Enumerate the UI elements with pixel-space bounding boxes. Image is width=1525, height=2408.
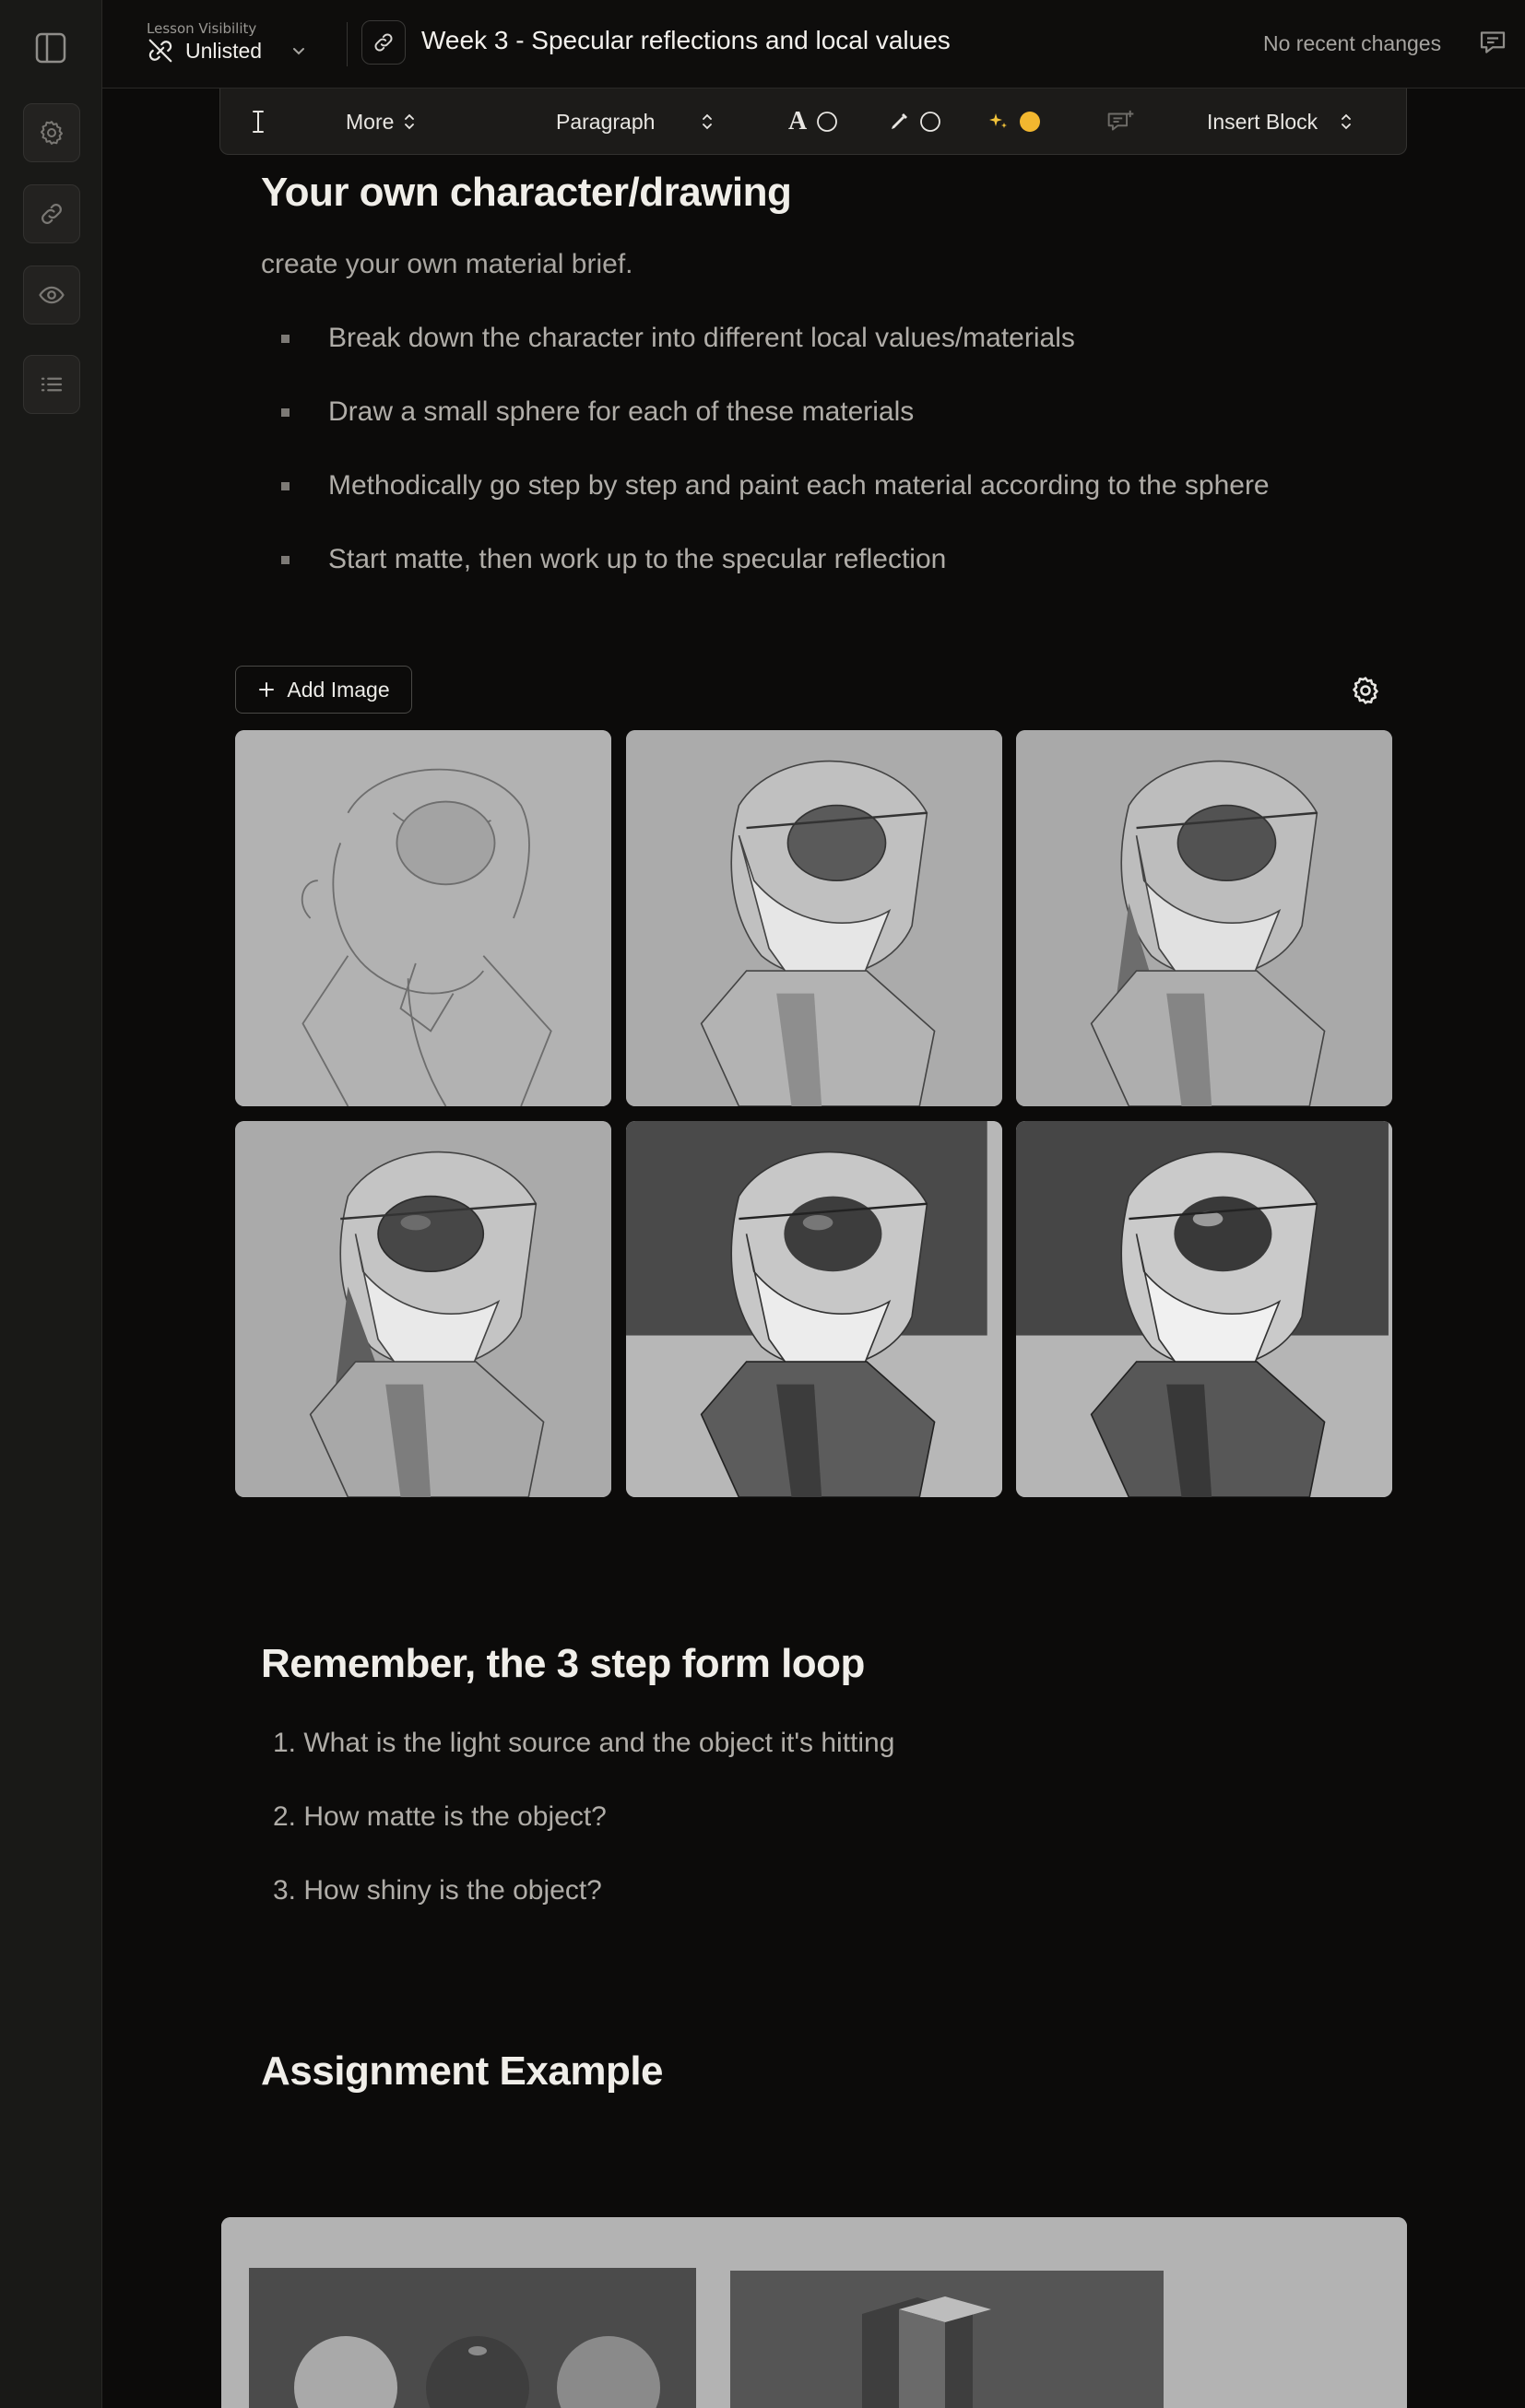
- comment-icon: [1476, 26, 1509, 59]
- color-swatch-icon: [1019, 111, 1041, 133]
- top-bar: [102, 0, 1525, 89]
- bullet-marker: [281, 335, 290, 343]
- eye-icon: [38, 281, 65, 309]
- list-item[interactable]: 1. What is the light source and the object it's hitting: [273, 1728, 895, 1758]
- color-swatch-icon: [816, 111, 838, 133]
- more-dropdown[interactable]: [346, 89, 416, 155]
- chevron-updown-icon: [701, 112, 714, 132]
- bullet-marker: [281, 482, 290, 490]
- list-item[interactable]: 3. How shiny is the object?: [273, 1875, 602, 1906]
- sidebar-toggle-icon[interactable]: [34, 31, 71, 65]
- bullet-marker: [281, 556, 290, 564]
- color-swatch-icon: [919, 111, 941, 133]
- gallery-settings-button[interactable]: [1350, 675, 1381, 710]
- gallery-image-sketch[interactable]: [235, 730, 611, 1106]
- more-label: More: [346, 109, 395, 134]
- list-item[interactable]: [281, 470, 1270, 502]
- link-rail-button[interactable]: [23, 184, 80, 243]
- chevron-updown-icon: [403, 112, 416, 132]
- gallery-image-specular-final[interactable]: [1016, 1121, 1392, 1497]
- intro-paragraph[interactable]: create your own material brief.: [261, 249, 633, 279]
- text-color-label: A: [788, 107, 808, 136]
- sparkles-icon: [987, 111, 1010, 133]
- gear-icon: [1350, 675, 1381, 706]
- assignment-example-image[interactable]: [221, 2217, 1407, 2408]
- visibility-label: Lesson Visibility: [147, 20, 257, 37]
- add-image-button[interactable]: [235, 666, 412, 714]
- gallery-image-background-block[interactable]: [626, 1121, 1002, 1497]
- gallery-image-matte-shading[interactable]: [1016, 730, 1392, 1106]
- header-divider: [347, 22, 348, 66]
- chevron-updown-icon: [1340, 112, 1353, 132]
- list-item-text: Start matte, then work up to the specular reflection: [328, 544, 947, 574]
- section-heading-assignment[interactable]: Assignment Example: [261, 2048, 664, 2094]
- unlink-icon: [147, 37, 174, 65]
- chevron-down-icon: [290, 41, 308, 60]
- text-cursor-icon: [252, 110, 265, 134]
- settings-rail-button[interactable]: [23, 103, 80, 162]
- list-icon: [38, 371, 65, 398]
- gallery-image-flat-values[interactable]: [626, 730, 1002, 1106]
- comments-button[interactable]: [1476, 26, 1509, 63]
- ai-button[interactable]: [987, 89, 1041, 155]
- paragraph-dropdown[interactable]: [556, 89, 714, 155]
- visibility-select[interactable]: [147, 37, 308, 65]
- plus-icon: [257, 680, 276, 699]
- pen-icon: [888, 111, 910, 133]
- editor-toolbar: [219, 89, 1407, 155]
- bullet-marker: [281, 408, 290, 417]
- left-rail: [0, 0, 102, 2408]
- list-item-text: Break down the character into different local values/materials: [328, 323, 1075, 353]
- text-cursor-button[interactable]: [252, 89, 265, 155]
- list-item[interactable]: [281, 544, 946, 575]
- insert-block-label: Insert Block: [1207, 109, 1318, 134]
- comment-add-icon: [1105, 108, 1137, 136]
- list-item-text: Draw a small sphere for each of these materials: [328, 396, 915, 427]
- page-title[interactable]: Week 3 - Specular reflections and local values: [421, 26, 951, 54]
- highlight-button[interactable]: [888, 89, 941, 155]
- outline-rail-button[interactable]: [23, 355, 80, 414]
- copy-link-button[interactable]: [361, 20, 406, 65]
- gear-icon: [38, 119, 65, 147]
- section-heading-form-loop[interactable]: Remember, the 3 step form loop: [261, 1641, 865, 1686]
- list-item-text: Methodically go step by step and paint each material according to the sphere: [328, 470, 1270, 501]
- link-icon: [372, 30, 396, 54]
- list-item[interactable]: [281, 396, 914, 428]
- visibility-value: Unlisted: [185, 38, 263, 63]
- list-item[interactable]: 2. How matte is the object?: [273, 1801, 607, 1832]
- gallery-image-form-shading[interactable]: [235, 1121, 611, 1497]
- preview-rail-button[interactable]: [23, 266, 80, 325]
- add-image-label: Add Image: [287, 677, 390, 702]
- add-comment-button[interactable]: [1105, 89, 1137, 155]
- list-item[interactable]: [281, 323, 1075, 354]
- text-color-button[interactable]: [788, 89, 838, 155]
- insert-block-dropdown[interactable]: [1207, 89, 1353, 155]
- section-heading-character[interactable]: Your own character/drawing: [261, 170, 792, 215]
- changes-status: No recent changes: [1263, 31, 1442, 55]
- link-icon: [38, 200, 65, 228]
- paragraph-label: Paragraph: [556, 109, 656, 134]
